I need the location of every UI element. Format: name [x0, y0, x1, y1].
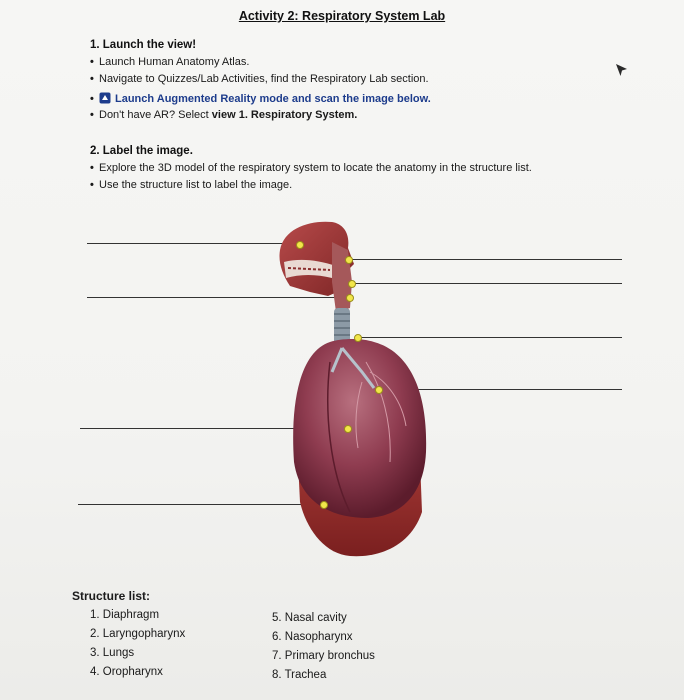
label-pin-6[interactable]	[375, 386, 383, 394]
section-2-heading: 2. Label the image.	[90, 145, 193, 157]
instruction-bullet-ar: • Launch Augmented Reality mode and scan the image below.	[90, 93, 431, 105]
label-pin-4[interactable]	[346, 294, 354, 302]
structure-list-item: 6. Nasopharynx	[272, 631, 353, 643]
mouse-pointer-icon	[614, 62, 630, 78]
instruction-bullet: • Use the structure list to label the image.	[90, 179, 293, 191]
structure-list-item: 7. Primary bronchus	[272, 650, 375, 662]
structure-list-heading: Structure list:	[72, 589, 151, 603]
label-pin-1[interactable]	[296, 241, 304, 249]
structure-list-item: 5. Nasal cavity	[272, 612, 347, 624]
instruction-bullet: • Launch Human Anatomy Atlas.	[90, 56, 250, 68]
augmented-reality-icon	[99, 92, 111, 104]
instruction-bullet: • Navigate to Quizzes/Lab Activities, find the Respiratory Lab section.	[90, 73, 429, 85]
structure-list-item: 4. Oropharynx	[90, 666, 163, 678]
structure-list-item: 8. Trachea	[272, 669, 327, 681]
worksheet-title: Activity 2: Respiratory System Lab	[238, 9, 446, 23]
respiratory-system-illustration	[270, 212, 440, 567]
label-pin-2[interactable]	[345, 256, 353, 264]
section-1-heading: 1. Launch the view!	[90, 39, 197, 51]
instruction-bullet: • Explore the 3D model of the respiratory system to locate the anatomy in the structure list.	[90, 162, 532, 174]
label-pin-3[interactable]	[348, 280, 356, 288]
structure-list-item: 3. Lungs	[90, 647, 135, 659]
instruction-bullet: • Don't have AR? Select view 1. Respiratory System.	[90, 109, 358, 121]
label-line-left-1[interactable]	[87, 243, 297, 244]
structure-list-item: 1. Diaphragm	[90, 609, 160, 621]
label-pin-7[interactable]	[344, 425, 352, 433]
structure-list-item: 2. Laryngopharynx	[90, 628, 186, 640]
label-pin-5[interactable]	[354, 334, 362, 342]
label-pin-8[interactable]	[320, 501, 328, 509]
